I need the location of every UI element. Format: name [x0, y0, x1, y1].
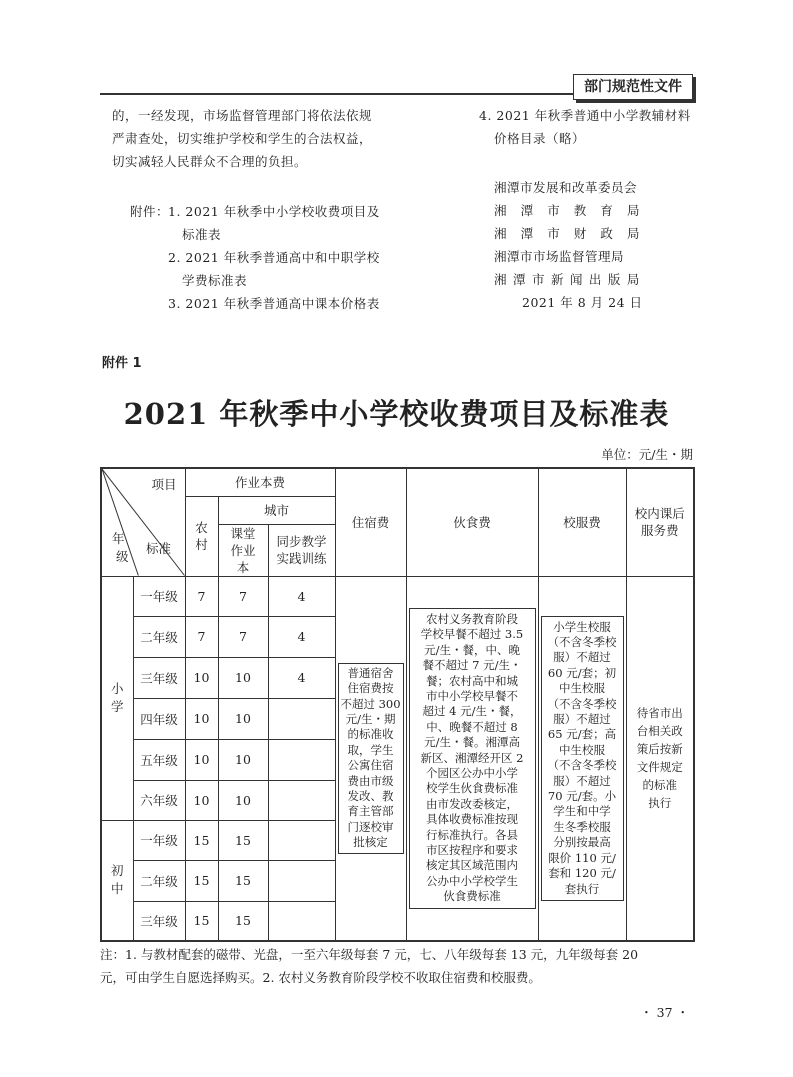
sync-cell [268, 901, 335, 941]
sync-cell [268, 698, 335, 739]
sync-cell [268, 820, 335, 860]
attachment-item [168, 246, 380, 269]
rural-cell: 10 [185, 739, 218, 780]
document-title: 2021 年秋季中小学校收费项目及标准表 [123, 397, 670, 431]
sync-cell: 4 [268, 616, 335, 657]
footnote-line: 元，可由学生自愿选择购买。2. 农村义务教育阶段学校不收取住宿费和校服费。 [100, 970, 541, 985]
attachment-item [168, 292, 380, 315]
header-lodging: 住宿费 [335, 468, 406, 576]
header-rural: 农村 [185, 496, 218, 576]
afterschool-cell [626, 576, 694, 941]
uniform-cell [538, 576, 626, 941]
rural-cell: 15 [185, 860, 218, 901]
section-badge: 部门规范性文件 [573, 74, 693, 100]
grade-cell: 二年级 [133, 616, 185, 657]
lodging-text: 普通宿舍 住宿费按 不超过 300 元/生・期 的标准收 取，学生 公寓住宿 费由市级 发改、教 育主管部 门逐校审 批核定 [338, 663, 404, 854]
attachment-num: 4. [479, 108, 492, 123]
issuer-list [494, 176, 643, 314]
city-cell: 7 [218, 616, 268, 657]
city-cell: 15 [218, 860, 268, 901]
junior-label: 初中 [101, 820, 133, 941]
sync-cell: 4 [268, 657, 335, 698]
issuer: 湘潭市市场监督管理局 [494, 249, 625, 264]
corner-header-cell [101, 468, 185, 576]
lodging-cell [335, 576, 406, 941]
header-item: 项目 [151, 477, 177, 492]
attachment-text: 2021 年秋季普通中小学教辅材料 [496, 108, 691, 123]
city-cell: 7 [218, 576, 268, 616]
attachment-list [168, 200, 380, 315]
afterschool-text: 待省市出 台相关政 策后按新 文件规定 的标准 执行 [636, 706, 683, 811]
grade-cell: 一年级 [133, 576, 185, 616]
attachment-text: 价格目录（略） [494, 131, 586, 146]
grade-cell: 二年级 [133, 860, 185, 901]
issue-date: 2021 年 8 月 24 日 [522, 295, 643, 310]
issuer: 湘 潭 市 新 闻 出 版 局 [494, 272, 640, 287]
meals-text: 农村义务教育阶段 学校早餐不超过 3.5 元/生・餐，中、晚 餐不超过 7 元/生・ 餐；农村高中和城 市中小学校早餐不 超过 4 元/生・餐， 中、晚餐不超过 8 元/生・餐。湘潭高 新区、湘潭经开区 2 个园区公办中小学 校学生伙食费标准 由市发改委核定， 具体收费标准按现 行标准执行。各县 市区按程序和要求 核定其区域范围内 公办中小学校学生 伙食费标准 [409, 608, 536, 909]
grade-cell: 四年级 [133, 698, 185, 739]
city-cell: 10 [218, 657, 268, 698]
grade-cell: 三年级 [133, 657, 185, 698]
meals-cell [406, 576, 538, 941]
grade-cell: 一年级 [133, 820, 185, 860]
attachment-num: 3. [168, 296, 181, 311]
sync-cell [268, 780, 335, 820]
footnote-line: 注：1. 与教材配套的磁带、光盘，一至六年级每套 7 元，七、八年级每套 13 元，九年级每套 20 [100, 947, 639, 962]
attachment-num: 1. [168, 204, 181, 219]
rural-cell: 15 [185, 901, 218, 941]
rural-cell: 10 [185, 657, 218, 698]
primary-label: 小学 [101, 576, 133, 820]
header-sync: 同步教学实践训练 [268, 524, 335, 576]
header-grade: 年 [112, 531, 125, 546]
rural-cell: 7 [185, 576, 218, 616]
paragraph-line: 切实减轻人民群众不合理的负担。 [112, 154, 308, 169]
issuer: 湘潭市发展和改革委员会 [494, 180, 638, 195]
issuer: 湘 潭 市 财 政 局 [494, 226, 640, 241]
unit-label: 单位：元/生・期 [601, 447, 693, 462]
grade-cell: 三年级 [133, 901, 185, 941]
header-uniform: 校服费 [538, 468, 626, 576]
sync-cell [268, 860, 335, 901]
attachment-text: 2021 年秋季普通高中和中职学校 [185, 250, 380, 265]
sync-cell [268, 739, 335, 780]
paragraph-line: 的，一经发现，市场监督管理部门将依法依规 [112, 108, 373, 123]
header-standard: 标准 [146, 541, 172, 556]
attachment-text: 2021 年秋季普通高中课本价格表 [185, 296, 380, 311]
uniform-text: 小学生校服 （不含冬季校 服）不超过 60 元/套；初 中生校服 （不含冬季校 服）不超过 65 元/套；高 中生校服 （不含冬季校 服）不超过 70 元/套。小 学生和中学 生冬季校服 分别按最高 限价 110 元/ 套和 120 元/ 套执行 [541, 616, 624, 901]
attachment-4 [479, 104, 691, 150]
rural-cell: 10 [185, 698, 218, 739]
attachment-text: 2021 年秋季中小学校收费项目及 [185, 204, 380, 219]
header-afterschool: 校内课后服务费 [626, 468, 694, 576]
rural-cell: 7 [185, 616, 218, 657]
footnote [100, 943, 694, 989]
attachment-item-cont: 标准表 [182, 227, 222, 242]
grade-cell: 六年级 [133, 780, 185, 820]
header-city: 城市 [218, 496, 335, 524]
city-cell: 10 [218, 780, 268, 820]
attachments-intro: 附件： [130, 204, 170, 219]
grade-cell: 五年级 [133, 739, 185, 780]
attachment-item [168, 200, 380, 223]
header-grade: 级 [116, 549, 129, 564]
city-cell: 15 [218, 901, 268, 941]
header-class-book: 课堂作业本 [218, 524, 268, 576]
issuer: 湘 潭 市 教 育 局 [494, 203, 640, 218]
attachment-num: 2. [168, 250, 181, 265]
paragraph-line: 严肃查处，切实维护学校和学生的合法权益， [112, 131, 373, 146]
page-number: ・ 37 ・ [640, 1005, 689, 1020]
city-cell: 10 [218, 739, 268, 780]
header-meals: 伙食费 [406, 468, 538, 576]
rural-cell: 10 [185, 780, 218, 820]
attachment-label: 附件 1 [102, 356, 142, 371]
sync-cell: 4 [268, 576, 335, 616]
city-cell: 10 [218, 698, 268, 739]
header-homework: 作业本费 [185, 468, 335, 496]
attachment-item-cont: 学费标准表 [182, 273, 248, 288]
rural-cell: 15 [185, 820, 218, 860]
city-cell: 15 [218, 820, 268, 860]
left-paragraph [112, 104, 372, 173]
fee-table [100, 467, 695, 942]
